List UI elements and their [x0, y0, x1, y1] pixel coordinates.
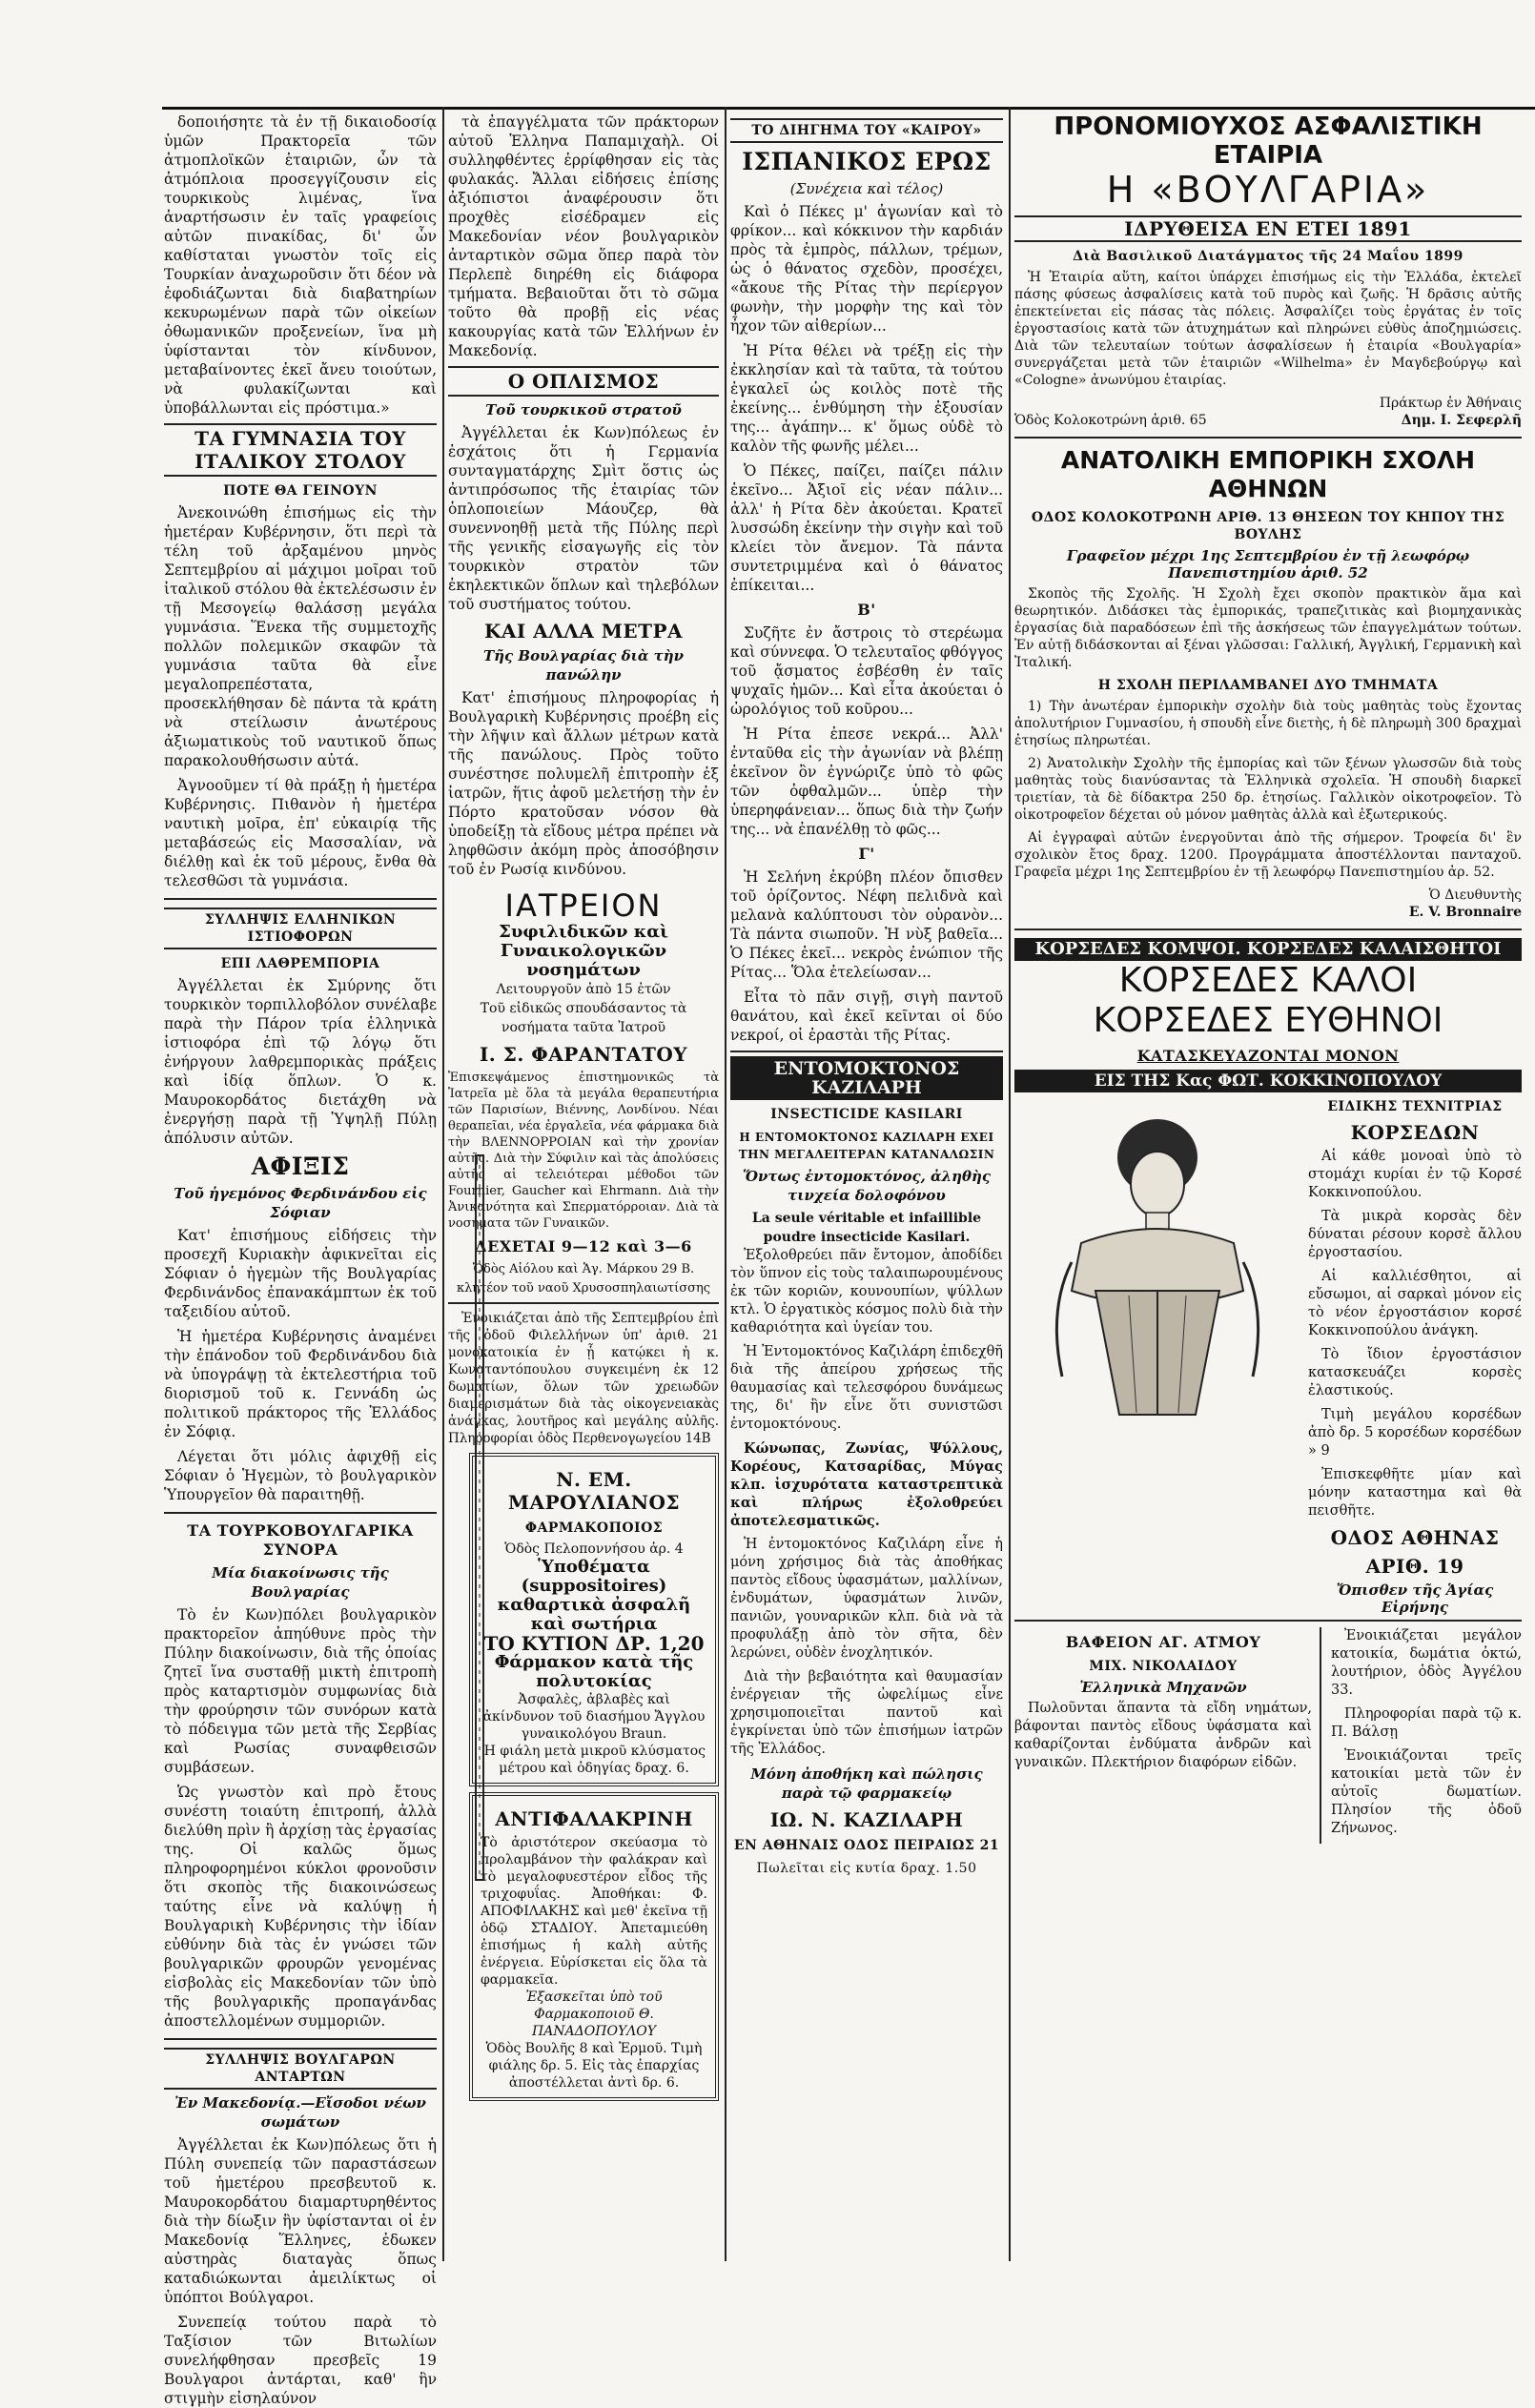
clinic-since: Λειτουργοῦν ἀπὸ 15 ἐτῶν [496, 982, 671, 997]
insecticide-text: Ἡ ἐντομοκτόνος Καζιλάρη εἶνε ἡ μόνη χρήσιμος διὰ τὰς ἀποθήκας παντὸς εἴδους ὑφασμάτων, μαλλίνων, ἐνδυμάτων, ὑφασμάτων λινῶν, πανιῶν, γουναρικῶν κλπ. διὰ νὰ τὰ προφυλάξῃ ἀπὸ τὸν σῆτα, δὲν λερώνει, οὐδὲν ἐνοχλητικόν. [730, 1537, 1003, 1661]
insurance-address: Ὁδὸς Κολοκοτρώνη ἀριθ. 65 [1014, 413, 1207, 428]
story-series-title: ΤΟ ΔΙΗΓΗΜΑ ΤΟΥ «ΚΑΙΡΟΥ» [730, 118, 1003, 143]
top-rule [162, 107, 1535, 110]
story-paragraph: Ἡ Σελήνη ἐκρύβη πλέον ὄπισθεν τοῦ ὁρίζοντος. Νέφη πελιδνὰ καὶ μελανὰ καλύπτουσι τὸν οὐρανὸν... Τὰ πάντα σιωποῦν. Ἡ νὺξ βαθεῖα... Ὁ Πέκες ἐκεῖ... νεκρὸς ἐνώπιον τῆς Ρίτας... Ὅλα ἐτελείωσαν... [730, 868, 1003, 981]
corset-headline: ΚΟΡΣΕΔΕΣ ΚΑΛΟΙ [1118, 961, 1418, 1000]
insecticide-latin: INSECTICIDE KASILARI [770, 1107, 963, 1122]
school-sections-heading: Η ΣΧΟΛΗ ΠΕΡΙΛΑΜΒΑΝΕΙ ΔΥΟ ΤΜΗΜΑΤΑ [1097, 678, 1439, 693]
headline-arrest-rebels: ΣΥΛΛΗΨΙΣ ΒΟΥΛΓΑΡΩΝ ΑΝΤΑΡΤΩΝ [164, 2048, 437, 2090]
article-paragraph: Λέγεται ὅτι μόλις ἀφιχθῇ εἰς Σόφιαν ὁ Ἡγεμὼν, τὸ βουλγαρικὸν Ὑπουργεῖον θὰ παραιτηθῇ. [164, 1448, 437, 1503]
clinic-hours: ΔΕΧΕΤΑΙ 9—12 καὶ 3—6 [475, 1237, 692, 1255]
insurance-decree: Διὰ Βασιλικοῦ Διατάγματος τῆς 24 Μαΐου 1899 [1073, 249, 1463, 264]
rental-notice: Ἐνοικιάζονται τρεῖς κατοικίαι μετὰ τῶν ἐν αὐτοῖς δωματίων. Πλησίον τῆς ὁδοῦ Ζήνωνος. [1331, 1748, 1522, 1836]
clinic-doctor-desc: Τοῦ εἰδικῶς σπουδάσαντος τὰ νοσήματα ταῦτα Ἰατροῦ [480, 1001, 687, 1035]
clinic-title: ΙΑΤΡΕΙΟΝ [504, 888, 663, 924]
corset-item: Τὰ μικρὰ κορσὰς δὲν δύναται ρέσουν κορσὲ ἄλλου ἐργοστασίου. [1308, 1209, 1522, 1260]
article-paragraph: Συνεπείᾳ τούτου παρὰ τὸ Ταξίσιον τῶν Βιτωλίων συνελήφθησαν πρεσβεῖς 19 Βουλγαροι ἀντάρται, καθ' ἣν στιγμὴν εἰσηλαύνον [164, 2314, 437, 2407]
subheadline: ΠΟΤΕ ΘΑ ΓΕΙΝΟΥΝ [223, 483, 378, 499]
pharmacy-address: Ὁδὸς Πελοποννήσου ἀρ. 4 [504, 1541, 684, 1557]
article-paragraph: Τὸ ἐν Κων)πόλει βουλγαρικὸν πρακτορεῖον ἀπηύθυνε πρὸς τὴν Πύλην διακοίνωσιν, διὰ τῆς ὁποίας ζητεῖ ἵνα συσταθῇ μικτὴ ἐπιτροπὴ πρὸς καταρτισμὸν συμφωνίας διὰ τὴν φρούρησιν τῶν συνόρων κατὰ τὸ πόδειγμα τῶν μετὰ τῆς Σερβίας καὶ Ρωσίας συναφθεισῶν συμβάσεων. [164, 1606, 437, 1776]
corset-street: ΟΔΟΣ ΑΘΗΝΑΣ [1330, 1526, 1500, 1549]
insurance-name: Η «ΒΟΥΛΓΑΡΙΑ» [1106, 169, 1430, 211]
insecticide-store: Μόνη ἀποθήκη καὶ πώλησις παρὰ τῷ φαρμακείῳ [750, 1765, 983, 1802]
lead-paragraph: δοποιήσητε τὰ ἐν τῇ δικαιοδοσίᾳ ὑμῶν Πρακτορεῖα τῶν ἀτμοπλοϊκῶν ἑταιριῶν, ὧν τὰ ἀτμόπλοια προσεγγίζουσιν εἰς τουρκικοὺς λιμένας, ἵνα ἀναρτήσωσιν ἐν ταῖς γραφείοις αὐτῶν πινακίδας, δι' ὧν καθίσταται γνωστὸν τοῖς εἰς Τουρκίαν ἀναχωροῦσιν ὅτι δέον νὰ ἐφοδιάζωνται διὰ διαβατηρίων κεκυρωμένων παρὰ τῶν οἰκείων ὀθωμανικῶν προξενείων, ἵνα μὴ ὑφίστανται τὸν κίνδυνον, μεταβαίνοντες ἐκεῖ ἄνευ τοιούτων, νὰ φυλακίζωνται καὶ ὑποβάλλωνται εἰς πρόστιμα.» [164, 113, 437, 417]
school-director: Ε. V. Bronnaire [1408, 905, 1522, 920]
corset-details [1308, 1092, 1522, 1620]
story-paragraph: Συζῆτε ἐν ἄστροις τὸ στερέωμα καὶ σύννεφα. Ὁ τελευταῖος φθόγγος τοῦ ᾄσματος ἐσβέσθη ἐν ταῖς ψυχαῖς ἡμῶν... Καὶ εἶτα ἀκούεται ὁ ὠρολόγιος τοῦ κοῦρου... [730, 624, 1003, 718]
corset-ad-body [1014, 1092, 1522, 1620]
dye-works-body: Πωλοῦνται ἅπαντα τὰ εἴδη νημάτων, βάφονται παντὸς εἴδους ὑφάσματα καὶ καθαρίζονται ἐνδύματα ἀνδρῶν καὶ γυναικῶν. Πλεκτήριον διαφόρων εἰδῶν. [1014, 1701, 1312, 1770]
article-paragraph: Ἀγγέλλεται ἐκ Κων)πόλεως ὅτι ἡ Πύλη συνεπείᾳ τῶν παραστάσεων τοῦ ἡμετέρου πρεσβευτοῦ κ. Μαυροκορδάτου διαμαρτυρηθέντος διὰ τὴν δίωξιν ἣν ὑφίστανται οἱ ἐν Μακεδονίᾳ Ἕλληνες, ἐδωκεν αὐστηρὰς διαταγὰς ὅπως καταδιώκωνται ἀμειλίκτως οἱ ὑπόπτοι Βούλγαροι. [164, 2136, 437, 2306]
story-paragraph: Ἡ Ρίτα θέλει νὰ τρέξῃ εἰς τὴν ἐκκλησίαν καὶ τὰ ταῦτα, τὰ τούτου ἐγκαλεῖ ὡς κοιλὸς ποτὲ τῆς ἐκείνης... ἐνθύμηση τὴν ἐξουσίαν της... ἀγάπην... κ' ὅμως οὐδὲ τὸ καλὸν τῆς φωνῆς μέλει... [730, 342, 1003, 455]
rental-ads [1331, 1627, 1522, 1844]
column-rule [1009, 107, 1011, 2261]
story-subtitle: (Συνέχεια καὶ τέλος) [789, 180, 944, 197]
story-paragraph: Ἡ Ρίτα ἐπεσε νεκρά... Ἀλλ' ἐνταῦθα εἰς τὴν ἀγωνίαν νὰ βλέπῃ ἐκεῖνον ὂν ἐγνώριζε ὑπὸ τὸ φῶς τῶν ὀφθαλμῶν... ὑπὲρ τὴν ὑπερηφάνειαν... ὅπως διὰ τὴν ζωήν της... νὰ ἐπανέλθῃ τὸ φῶς... [730, 725, 1003, 838]
story-paragraph: Ὁ Πέκες, παίζει, παίζει πάλιν ἐκεῖνο... Ἀξιοῖ εἰς νέαν πάλιν... ἀλλ' ἡ Ρίτα δὲν ἀκούεται. Κρατεῖ λυσσώδη ἐκείνην τὴν σιγὴν καὶ τοῦ κλείει τὸν ἄνεμον. Τὰ πάντα συντετριμμένα καὶ ὁ θάνατος ἐπίκειται... [730, 462, 1003, 594]
insecticide-tagline: Ὅντως ἐντομοκτόνος, ἀληθὴς τινχεία δολοφόνου [742, 1168, 992, 1204]
article-paragraph: Ἀνεκοινώθη ἐπισήμως εἰς τὴν ἡμετέραν Κυβέρνησιν, ὅτι περὶ τὰ τέλη τοῦ ἀρξαμένου μηνὸς Σεπτεμβρίου αἱ μάχιμοι μοῖραι τοῦ ἰταλικοῦ στόλου θὰ ἐκτελέσωσιν ἐν τῇ Μεσογείῳ θαλάσσῃ μεγάλα γυμνάσια. Ἕνεκα τῆς συμμετοχῆς πολλῶν πολεμικῶν σκαφῶν τὰ γυμνάσια ταῦτα θὰ εἶνε μεγαλοπρεπέστατα, προσεκλήθησαν δὲ πάντα τὰ κράτη νὰ στείλωσιν ἀνωτέρους ἀξιωματικοὺς τοῦ ναυτικοῦ ὅπως παρακολουθήσωσιν αὐτά. [164, 504, 437, 769]
corset-banner: ΚΟΡΣΕΔΕΣ ΚΟΜΨΟΙ. ΚΟΡΣΕΔΕΣ ΚΑΛΑΙΣΘΗΤΟΙ [1014, 938, 1522, 961]
insecticide-claim: Η ΕΝΤΟΜΟΚΤΟΝΟΣ ΚΑΖΙΛΑΡΗ ΕΧΕΙ ΤΗΝ ΜΕΓΑΛΕΙΤΕΡΑΝ ΚΑΤΑΝΑΛΩΣΙΝ [738, 1131, 995, 1161]
pharmacy-title: Ν. ΕΜ. ΜΑΡΟΥΛΙΑΝΟΣ [507, 1468, 681, 1514]
hair-tonic-footer: Ὁδὸς Βουλῆς 8 καὶ Ἑρμοῦ. Τιμὴ φιάλης δρ. 5. Εἰς τὰς ἐπαρχίας ἀποστέλλεται ἀντὶ δρ. 6. [485, 2041, 703, 2091]
column-rule [725, 107, 727, 2261]
pharmacy-ad [469, 1453, 719, 1786]
insecticide-address: ΕΝ ΑΘΗΝΑΙΣ ΟΔΟΣ ΠΕΙΡΑΙΩΣ 21 [733, 1838, 1000, 1853]
insurance-agent-label: Πράκτωρ ἐν Ἀθήναις [1379, 396, 1522, 411]
pharmacy-line: Φάρμακον κατὰ τῆς πολυτοκίας [494, 1652, 694, 1691]
column-4 [1014, 112, 1522, 2248]
insecticide-title: ΕΝΤΟΜΟΚΤΟΝΟΣ ΚΑΖΙΛΑΡΗ [730, 1056, 1003, 1100]
insecticide-price: Πωλεῖται εἰς κυτία δραχ. 1.50 [756, 1861, 977, 1876]
headline-other-measures: ΚΑΙ ΑΛΛΑ ΜΕΤΡΑ [483, 620, 684, 643]
story-paragraph: Εἶτα τὸ πᾶν σιγῇ, σιγὴ παντοῦ θανάτου, καὶ ἐκεῖ κεῖνται οἱ δύο νεκροί, οἱ ἐραστὰι τῆς Ρίτας. [730, 989, 1003, 1044]
article-paragraph: Ἀγγέλλεται ἐκ Σμύρνης ὅτι τουρκικὸν τορπιλλοβόλον συνέλαβε παρὰ τὴν Πάρον τρία ἑλληνικὰ ἱστιοφόρα ἐπὶ τῷ λόγῳ ὅτι ἐνήργουν λαθρεμπορικὰς πράξεις καὶ ἰδίᾳ ὅπλων. Ὁ κ. Μαυροκορδάτος διετάχθη νὰ ἐνεργήσῃ παρὰ τῇ Ὑψηλῇ Πύλῃ ἀπόλυσιν αὐτῶν. [164, 977, 437, 1147]
corset-specialist-title: ΚΟΡΣΕΔΩΝ [1350, 1121, 1480, 1144]
school-paragraph: 2) Ἀνατολικὴν Σχολὴν τῆς ἐμπορίας καὶ τῶν ξένων γλωσσῶν διὰ τοὺς μαθητὰς τοὺς διανύσαντας τὰ Ἑλληνικὰ σχολεῖα. Ἡ σπουδὴ διαρκεῖ τριετίαν, τὰ δὲ δίδακτρα 250 δρ. ἐτησίως. Γαλλικὸν οἰκοτροφεῖον. Τὸ οἰκοτροφεῖον δέχεται οὐ μόνον μαθητὰς ἀλλὰ καὶ ἐξωτερικούς. [1014, 756, 1522, 823]
insecticide-ad [730, 1051, 1003, 1885]
corset-woman-illustration [1014, 1100, 1300, 1462]
corset-item: Τιμὴ μεγάλου κορσέδων ἀπὸ δρ. 5 κορσέδων κορσέδων » 9 [1308, 1407, 1522, 1459]
hair-tonic-ad [469, 1792, 719, 2101]
divider [164, 1512, 437, 1514]
clinic-body: Ἐπισκεψάμενος ἐπιστημονικῶς τὰ Ἰατρεῖα μὲ ὅλα τὰ μεγάλα θεραπευτήρια τῶν Παρισίων, Βιέννης, Λονδίνου. Νέαι θεραπεῖαι, νέα ἐργαλεῖα, νέα φάρμακα διὰ τὴν ΒΛΕΝΝΟΡΡΟΙΑΝ καὶ τὴν χρονίαν αὐτῆς. Διὰ τὴν Σύφιλιν καὶ τὰς ἀπολύσεις αὐτῆς αἱ τελειότεραι μέθοδοι τῶν Fournier, Gaucher καὶ Ehrmann. Διὰ τὴν Ἀνικανότητα καὶ Σπερματόρροιαν. Διὰ τὰ νοσήματα τῶν Γυναικῶν. [448, 1071, 719, 1231]
clinic-specialty: Συφιλιδικῶν καὶ Γυναικολογικῶν νοσημάτων [499, 922, 668, 980]
story-paragraph: Καὶ ὁ Πέκες μ' ἀγωνίαν καὶ τὸ φρίκον... καὶ κόκκινον τὴν καρδιάν πρὸς τὰ ἐμπρὸς, πάλλων, τρέμων, ὡς ὁ θάνατος σχεδὸν, προσέχει, «ἄκουε τῆς Ρίτας τὴν περίεργον φωνὴν, τὴν μορφὴν της καὶ τὸν ἦχον τῶν αἰθερίων... [730, 203, 1003, 335]
insurance-agent: Δημ. Ι. Σεφερλῆ [1401, 413, 1522, 428]
school-director-label: Ὁ Διευθυντὴς [1428, 888, 1522, 903]
hair-tonic-body: Τὸ ἀριστότερον σκεύασμα τὸ προλαμβάνον τὴν φαλάκραν καὶ τὸ μεγαλοφυεστέρον εἶδος τῆς τριχοφυΐας. Ἀποθήκαι: Φ. ΑΠΟΦΙΛΑΚΗΣ καὶ μεθ' ἐκεῖνα τῇ ὁδῷ ΣΤΑΔΙΟΥ. Ἀπεταμιεύθη ἐπισήμως ἡ καλὴ αὐτῆς ἐνέργεια. Εὑρίσκεται εἰς ὅλα τὰ φαρμακεῖα. [481, 1835, 707, 1988]
corset-number: ΑΡΙΘ. 19 [1365, 1555, 1464, 1578]
school-title: ΑΝΑΤΟΛΙΚΗ ΕΜΠΟΡΙΚΗ ΣΧΟΛΗ ΑΘΗΝΩΝ [1060, 446, 1476, 502]
dye-works-title: ΒΑΦΕΙΟΝ ΑΓ. ΑΤΜΟΥ [1065, 1633, 1261, 1651]
article-paragraph: Ἀγγέλλεται ἐκ Κων)πόλεως ἐν ἐσχάτοις ὅτι ἡ Γερμανία συνταγματάρχης Σμὶτ ὅστις ὡς ἀντιπρόσωπος τῆς ἑταιρίας τῶν ὁπλοποιείων Μάουζερ, θὰ συνεννοηθῇ μετὰ τῆς Πύλης περὶ τῆς γενικῆς εἰσαγωγῆς εἰς τὸν τουρκικὸν στρατὸν τῶν ἐκηλεκτικῶν ὅπλων καὶ τηλεβόλων τοῦ συστήματος τούτου. [448, 424, 719, 613]
divider [1014, 437, 1522, 439]
clinic-ad [448, 885, 719, 1304]
article-paragraph: Ἀγνοοῦμεν τί θὰ πράξῃ ἡ ἡμετέρα Κυβέρνησις. Πιθανὸν ἡ ἡμετέρα ναυτικὴ μοῖρα, ἐπ' εὐκαιρίᾳ τῆς μεταβάσεώς εἰς Μασσαλίαν, νὰ διέλθῃ καὶ ἐκ τοῦ μέρους, ἔνθα θὰ τελεσθῶσι τὰ γυμνάσια. [164, 777, 437, 889]
rental-notice: Ἐνοικιάζεται μεγάλον κατοικία, δωμάτια ὀκτώ, λουτήριον, ὁδὸς Ἀγγέλου 33. [1331, 1628, 1522, 1698]
dye-works-ad [1014, 1627, 1321, 1844]
insecticide-text: Κώνωπας, Ζωνίας, Ψύλλους, Κορέους, Κατσαρίδας, Μύγας κλπ. ἰσχυρότατα καταστρεπτικὰ καὶ πλήρως ἐξολοθρεύει ἀποτελεσματικῶς. [730, 1440, 1003, 1529]
school-paragraph: 1) Τὴν ἀνωτέραν ἐμπορικὴν σχολὴν διὰ τοὺς μαθητὰς τοὺς ἔχοντας ἀπολυτήριον Γυμνασίου, ἡ σπουδὴ εἶνε διετὴς, ἡ δὲ πληρωμὴ 300 δραχμαὶ ἐτησίως πληρωτέαι. [1014, 699, 1522, 748]
headline-arrival: ΑΦΙΞΙΣ [251, 1153, 350, 1180]
corset-item: Αἱ καλλιέσθητοι, αἱ εὔσωμοι, αἱ σαρκαὶ μόνον εἰς τὸ νέον ἐργοστάσιον κορσέ Κοκκινοπούλου ἀνάγκη. [1308, 1269, 1522, 1338]
pharmacy-line: Ἀσφαλὲς, ἀβλαβὲς καὶ ἀκίνδυνον τοῦ διασήμου Ἄγγλου γυναικολόγου Braun. [482, 1692, 706, 1742]
insurance-footer [1014, 412, 1522, 429]
story-title: ΙΣΠΑΝΙΚΟΣ ΕΡΩΣ [742, 148, 992, 175]
pharmacy-line: Ἡ φιάλη μετὰ μικροῦ κλύσματος μέτρου καὶ ὁδηγίας δραχ. 6. [481, 1744, 706, 1776]
headline-borders: ΤΑ ΤΟΥΡΚΟΒΟΥΛΓΑΡΙΚΑ ΣΥΝΟΡΑ [187, 1521, 414, 1559]
clinic-address: Ὁδὸς Αἰόλου καὶ Ἁγ. Μάρκου 29 Β. κλητέον τοῦ ναοῦ Χρυσοσπηλαιωτίσσης [456, 1262, 711, 1296]
pharmacy-sub: ΦΑΡΜΑΚΟΠΟΙΟΣ [524, 1520, 664, 1536]
insecticide-french: La seule véritable et infaillible poudre insecticide Kasilari. [751, 1211, 982, 1245]
clinic-doctor-name: Ι. Σ. ΦΑΡΑΝΤΑΤΟΥ [479, 1043, 688, 1066]
insurance-title: ΠΡΟΝΟΜΙΟΥΧΟΣ ΑΣΦΑΛΙΣΤΙΚΗ ΕΤΑΙΡΙΑ [1054, 112, 1483, 170]
corset-specialist: ΕΙΔΙΚΗΣ ΤΕΧΝΙΤΡΙΑΣ [1327, 1099, 1503, 1114]
article-paragraph: Κατ' ἐπισήμους εἰδήσεις τὴν προσεχῆ Κυριακὴν ἀφικνεῖται εἰς Σόφιαν ὁ ἡγεμὼν τῆς Βουλγαρίας Φερδινάνδος ἐπανακάμπτων ἐκ τοῦ ταξειδίου αὐτοῦ. [164, 1227, 437, 1320]
ornament-border [471, 1155, 488, 1880]
insecticide-text: Ἡ Ἐντομοκτόνος Καζιλάρη ἐπιδεχθῆ διὰ τῆς ἀπείρου χρήσεως τῆς θαυμασίας καὶ τελεσφόρου δυνάμεως της, δι' ἣν εἶνε ὅτι συνιστῶσι ἐντομοκτόνους. [730, 1344, 1003, 1432]
divider [1014, 929, 1522, 930]
insecticide-text: Διὰ τὴν βεβαιότητα καὶ θαυμασίαν ἐνέργειαν τῆς ὠφελίμως εἶνε χρησιμοποιεῖται παντοῦ καὶ ἐγκρίνεται ὑπὸ τῶν ἐπισήμων ἰατρῶν τῆς Ἑλλάδος. [730, 1669, 1003, 1757]
divider [164, 898, 437, 900]
subheadline: Μία διακοίνωσις τῆς Βουλγαρίας [212, 1564, 389, 1601]
column-rule [442, 107, 444, 2261]
subheadline: Τῆς Βουλγαρίας διὰ τὴν πανώλην [482, 647, 685, 684]
subheadline: Ἐν Μακεδονίᾳ.—Εἴσοδοι νέων σωμάτων [174, 2094, 426, 2131]
column-1 [164, 112, 437, 2407]
subheadline: Τοῦ ἡγεμόνος Φερδινάνδου εἰς Σόφιαν [174, 1185, 427, 1221]
article-paragraph: Κατ' ἐπισήμους πληροφορίας ἡ Βουλγαρικὴ Κυβέρνησις προέβη εἰς τὴν λῆψιν καὶ ἄλλων μέτρων κατὰ τῆς πανώλους. Πρὸς τοῦτο συνέστησε πολυμελῆ ἐπιτροπὴν ἐξ ἰατρῶν, ἥτις ἀφοῦ μελετήσῃ τὴν ἐν Πόρτο κρατοῦσαν νόσον θὰ ὑποδείξῃ τὰ εἴδους μέτρα πρέπει νὰ ληφθῶσιν ἀκόμη πρὸς ἀποσόβησιν τοῦ ἐν Ρωσίᾳ κινδύνου. [448, 689, 719, 878]
subheadline: ΕΠΙ ΛΑΘΡΕΜΠΟΡΙΑ [220, 956, 380, 971]
headline-italian-fleet: ΤΑ ΓΥΜΝΑΣΙΑ ΤΟΥ ΙΤΑΛΙΚΟΥ ΣΤΟΛΟΥ [164, 423, 437, 477]
article-paragraph: Ἡ ἡμετέρα Κυβέρνησις ἀναμένει τὴν ἐπάνοδον τοῦ Φερδινάνδου διὰ νὰ ὑπογράψῃ τὰ ἐκτελεστήρια τοῦ διορισμοῦ τοῦ κ. Γεννάδη ὡς πολιτικοῦ πράκτορος τῆς Ἑλλάδος ἐν Σόφιᾳ. [164, 1328, 437, 1440]
corset-shop: ΕΙΣ ΤΗΣ Κας ΦΩΤ. ΚΟΚΚΙΝΟΠΟΥΛΟΥ [1014, 1070, 1522, 1092]
section-marker: Β' [857, 601, 876, 619]
school-paragraph: Αἱ ἐγγραφαὶ αὐτῶν ἐνεργοῦνται ἀπὸ τῆς σήμερον. Τροφεία δι' ἓν σχολικὸν ἔτος δραχ. 1200. Προγράμματα ἀποστέλλονται πανταχοῦ. Γραφεῖα μέχρι 1ης Σεπτεμβρίου ἐν τῇ λεωφόρῳ Πανεπιστημίου ἀρ. 52. [1014, 830, 1522, 880]
insurance-founded: ΙΔΡΥΘΕΙΣΑ ΕΝ ΕΤΕΙ 1891 [1014, 215, 1522, 242]
divider [164, 2038, 437, 2040]
pharmacy-price: ΤΟ ΚΥΤΙΟΝ ΔΡ. 1,20 [483, 1632, 705, 1655]
column-2 [448, 112, 719, 2248]
headline-arrest-ships: ΣΥΛΛΗΨΙΣ ΕΛΛΗΝΙΚΩΝ ΙΣΤΙΟΦΟΡΩΝ [164, 908, 437, 949]
school-paragraph: Σκοπὸς τῆς Σχολῆς. Ἡ Σχολὴ ἔχει σκοπὸν πρακτικὸν ἅμα καὶ θεωρητικόν. Διδάσκει τὰς ἐμπορικάς, τραπεζιτικὰς καὶ βιομηχανικὰς ἐργασίας διὰ παραδόσεων ἐπὶ τῆς ἀσκήσεως τῶν ἐπαγγελμάτων τούτων. Ἐν αὐτῇ διδάσκονται αἱ ξέναι γλῶσσαι: Γαλλική, Ἀγγλική, Γερμανικὴ καὶ Ἰταλική. [1014, 586, 1522, 670]
insecticide-pharmacist: ΙΩ. Ν. ΚΑΖΙΛΑΡΗ [769, 1808, 964, 1831]
corset-item: Ἐπισκεφθῆτε μίαν καὶ μόνην καταστημα καὶ θὰ πεισθῆτε. [1308, 1467, 1522, 1519]
corset-item: Τὸ ἴδιον ἐργοστάσιον κατασκευάζει κορσὲς ἐλαστικούς. [1308, 1347, 1522, 1398]
corset-location: Ὄπισθεν τῆς Ἁγίας Εἰρήνης [1336, 1582, 1494, 1616]
school-address: ΟΔΟΣ ΚΟΛΟΚΟΤΡΩΝΗ ΑΡΙΘ. 13 ΘΗΣΕΩΝ ΤΟΥ ΚΗΠΟΥ ΤΗΣ ΒΟΥΛΗΣ [1031, 510, 1505, 542]
rental-notice: Πληροφορίαι παρὰ τῷ κ. Π. Βάλσῃ [1331, 1706, 1522, 1740]
insurance-body: Ἡ Ἑταιρία αὕτη, καίτοι ὑπάρχει ἐπισήμως εἰς τὴν Ἑλλάδα, ἐκτελεῖ πάσης φύσεως ἀσφαλίσεις κατὰ τοῦ πυρὸς καὶ ζωῆς. Ἡ δρᾶσις αὐτῆς ἐπεκτείνεται εἰς πάσας τὰς πόλεις. Ἀσφαλίζει τοὺς ἐργάτας ἐν τοῖς ἐργοστασίοις κατὰ τῶν ἀτυχημάτων καὶ πληρώνει εὐθὺς ἀποζημιώσεις. Διὰ τῶν τελευταίων τούτων ἀσφαλίσεων ἡ ἑταιρία «Βουλγαρία» συνεργάζεται μετὰ τῶν ἑταιριῶν «Wilhelma» ἐν Μαγδεβούργῳ καὶ «Cologne» ἀνωνύμου ἑταιρίας. [1014, 270, 1522, 388]
school-office: Γραφεῖον μέχρι 1ης Σεπτεμβρίου ἐν τῇ λεωφόρῳ Πανεπιστημίου ἀριθ. 52 [1066, 547, 1470, 582]
subheadline: Τοῦ τουρκικοῦ στρατοῦ [485, 401, 682, 418]
corset-made: ΚΑΤΑΣΚΕΥΑΖΟΝΤΑΙ ΜΟΝΟΝ [1136, 1047, 1400, 1065]
corset-item: Αἱ κάθε μονοαὶ ὑπὸ τὸ στομάχι κυρίαι ἐν τῷ Κορσέ Κοκκινοπούλου. [1308, 1149, 1522, 1200]
bottom-ads [1014, 1620, 1522, 1844]
lead-paragraph: τὰ ἐπαγγέλματα τῶν πράκτορων αὐτοῦ Ἑλληνα Παπαμιχαὴλ. Οἱ συλληφθέντες ἐρρίφθησαν εἰς τὰς φυλακάς. Ἄλλαι εἰδήσεις ἐπίσης ἀξιόπιστοι ἀναφέρουσιν ὅτι προχθὲς εἰσέδραμεν εἰς Μακεδονίαν νέον βουλγαρικὸν ἀνταρτικὸν σῶμα ὅπερ παρὰ τὸν Περλεπὲ διηρέθη εἰς διάφορα τμήματα. Βεβαιοῦται ὅτι τὸ σῶμα τοῦτο θὰ προβῇ εἰς νέας κακουργίας κατὰ τῶν Ἑλλήνων ἐν Μακεδονίᾳ. [448, 113, 719, 359]
hair-tonic-pharmacist: Ἐξασκεῖται ὑπὸ τοῦ Φαρμακοποιοῦ Θ. ΠΑΝΑΔΟΠΟΥΛΟΥ [525, 1990, 663, 2039]
column-3 [730, 112, 1003, 2248]
section-marker: Γ' [858, 845, 875, 863]
dye-works-owner: ΜΙΧ. ΝΙΚΟΛΑΙΔΟΥ [1089, 1659, 1238, 1674]
article-paragraph: Ὡς γνωστὸν καὶ πρὸ ἔτους συνέστη τοιαύτη ἐπιτροπή, ἀλλὰ διελύθη πρὶν ἢ ἀρχίσῃ τὰς ἐργασίας της. Οἱ καλῶς ὅμως πληροφορημένοι κύκλοι φρονοῦσιν ὅτι σκοπὸς τῆς διακοινώσεως ταύτης εἶνε νὰ καλύψῃ ἡ Βουλγαρικὴ Κυβέρνησις τὴν ἰδίαν εὐθύνην διὰ τὰς ἐν γνώσει τῶν βουλγαρικῶν φρουρῶν γενομένας εἰσβολὰς εἰς Μακεδονίαν τῶν ὑπὸ τῆς βουλγαρικῆς προπαγάνδας ἀποστελλομένων συμμοριῶν. [164, 1784, 437, 2030]
hair-tonic-title: ΑΝΤΙΦΑΛΑΚΡΙΝΗ [495, 1807, 693, 1830]
pharmacy-line: Ὑποθέματα (suppositoires) καθαρτικὰ ἀσφαλῆ καὶ σωτήρια [497, 1557, 691, 1634]
dye-works-sub: Ἐλληνικὰ Μηχανῶν [1079, 1679, 1247, 1696]
corset-headline: ΚΟΡΣΕΔΕΣ ΕΥΘΗΝΟΙ [1093, 1001, 1443, 1040]
insecticide-text: Ἐξολοθρεύει πᾶν ἔντομον, ἀποδίδει τὸν ὕπνον εἰς τοὺς ταλαιπωρουμένους ἐκ τῶν κοριῶν, κουνουπίων, ψύλλων κτλ. Ὁ ἐργατικὸς κόσμος πολὺ διὰ τὴν καθαριότητα καὶ ὑγείαν του. [730, 1248, 1003, 1336]
headline-armament: Ο ΟΠΛΙΣΜΟΣ [448, 366, 719, 397]
rent-notice: Ἐνοικιάζεται ἀπὸ τῆς Σεπτεμβρίου ἐπὶ τῆς ὁδοῦ Φιλελλήνων ὑπ' ἀριθ. 21 μονοκατοικία ἐν ᾗ κατῴκει ἡ κ. Κωνσταντόπουλου συγκειμένη ἐκ 12 δωματίων, ὅλων τῶν χρειωδῶν διαμερισμάτων διὰ τὰς οἰκογενειακὰς ἀνάγκας, λουτῆρος καὶ μεγάλης αὐλῆς. Πληροφορίαι ὁδὸς Περθενογωγείου 14Β [448, 1311, 719, 1446]
